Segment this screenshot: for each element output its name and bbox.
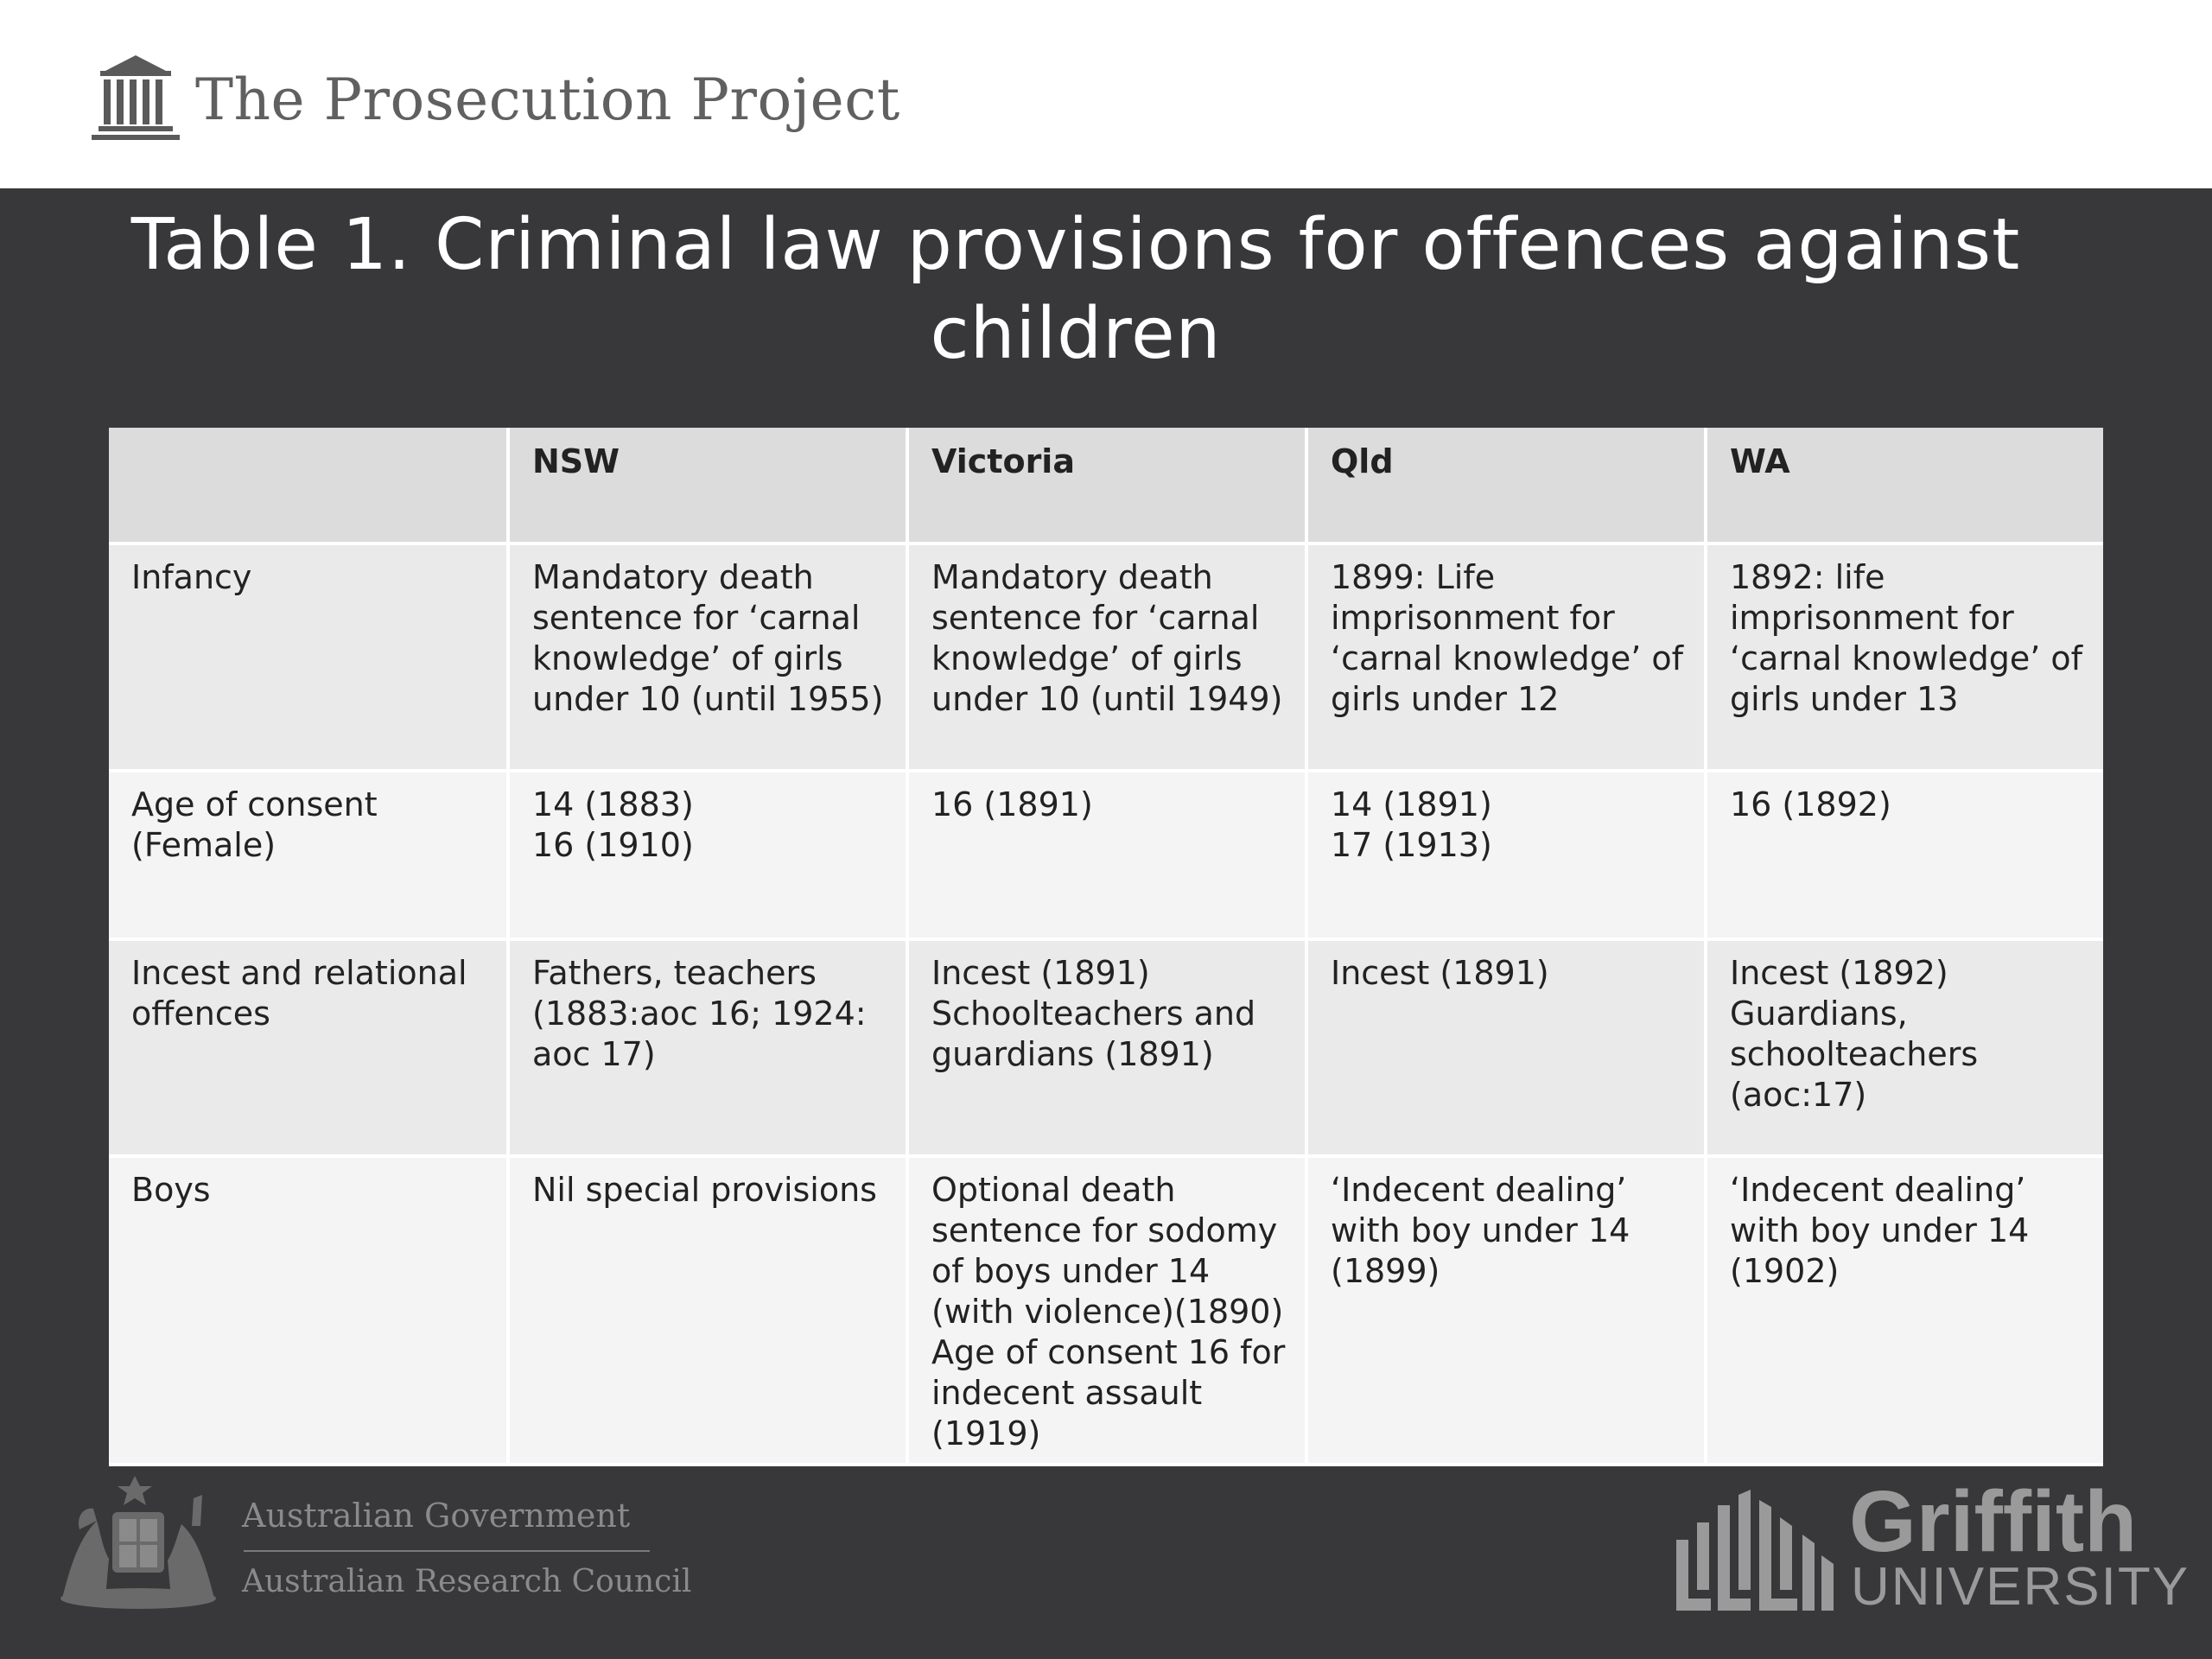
cell-text: indecent assault [931,1374,1203,1412]
cell-text: Incest (1891) [931,954,1150,992]
table-header-row [109,428,2103,543]
column-header: NSW [508,428,907,543]
column-header: WA [1706,428,2103,543]
cell-text: sentence for sodomy [931,1211,1278,1249]
cell-text: with boy under 14 [1730,1211,2030,1249]
column-header: Victoria [907,428,1306,543]
cell-text: 16 (1892) [1730,785,1891,823]
table-cell [907,939,1306,1156]
courthouse-columns-icon [88,54,183,143]
cell-text: schoolteachers [1730,1035,1979,1073]
table-cell [1706,771,2103,939]
cell-text: offences [131,995,270,1033]
row-label [109,939,508,1156]
cell-text: 14 (1883) [532,785,694,823]
table-cell [1706,543,2103,771]
cell-text: Boys [131,1171,211,1209]
row-label [109,1156,508,1465]
cell-text: Guardians, [1730,995,1908,1033]
table-row [109,1156,2103,1465]
cell-text: under 10 (until 1949) [931,680,1283,718]
cell-text: Fathers, teachers [532,954,817,992]
griffith-university-logo [1676,1473,2190,1617]
cell-text: knowledge’ of girls [931,639,1243,677]
cell-text: aoc 17) [532,1035,656,1073]
university-subtitle: UNIVERSITY [1851,1557,2190,1617]
table-row [109,939,2103,1156]
cell-text: (1899) [1331,1252,1440,1290]
cell-text: (aoc:17) [1730,1076,1867,1114]
cell-text: Infancy [131,558,252,596]
cell-text: Age of consent [131,785,378,823]
table-cell [907,543,1306,771]
table-cell [508,543,907,771]
cell-text: girls under 12 [1331,680,1560,718]
cell-text: (1919) [931,1414,1041,1452]
slide-title-line: children [930,293,1222,375]
cell-text: girls under 13 [1730,680,1959,718]
cell-text: 14 (1891) [1331,785,1492,823]
cell-text: under 10 (until 1955) [532,680,884,718]
cell-text: knowledge’ of girls [532,639,843,677]
cell-text: sentence for ‘carnal [931,599,1260,637]
provisions-table [109,428,2103,1466]
cell-text: Schoolteachers and [931,995,1256,1033]
cell-text: Incest (1891) [1331,954,1549,992]
coat-of-arms-icon [45,1469,233,1616]
table-cell [907,1156,1306,1465]
table-cell [1306,939,1706,1156]
cell-text: with boy under 14 [1331,1211,1630,1249]
slide-title [112,200,2039,378]
government-name: Australian Government [242,1497,631,1535]
cell-text: ‘carnal knowledge’ of [1730,639,2082,677]
table-cell [1706,939,2103,1156]
cell-text: 1892: life [1730,558,1885,596]
brand-title: The Prosecution Project [195,67,900,133]
cell-text: 17 (1913) [1331,826,1492,864]
divider [244,1550,650,1552]
university-name: Griffith [1849,1473,2138,1570]
cell-text: ‘Indecent dealing’ [1730,1171,2026,1209]
cell-text: Mandatory death [532,558,814,596]
table-row [109,543,2103,771]
australian-government-logo [45,1469,692,1616]
cell-text: Nil special provisions [532,1171,877,1209]
cell-text: 1899: Life [1331,558,1496,596]
table-cell [1706,1156,2103,1465]
cell-text: Mandatory death [931,558,1213,596]
column-header: Qld [1306,428,1706,543]
table-cell [1306,771,1706,939]
cell-text: 16 (1910) [532,826,694,864]
griffith-flame-icon [1676,1488,1839,1614]
table-cell [508,1156,907,1465]
cell-text: Age of consent 16 for [931,1333,1286,1371]
cell-text: Optional death [931,1171,1176,1209]
row-label [109,543,508,771]
council-name: Australian Research Council [242,1564,692,1599]
cell-text: of boys under 14 [931,1252,1211,1290]
table-cell [1306,1156,1706,1465]
table-row [109,771,2103,939]
table-cell [907,771,1306,939]
cell-text: (with violence)(1890) [931,1293,1284,1331]
cell-text: sentence for ‘carnal [532,599,861,637]
cell-text: guardians (1891) [931,1035,1214,1073]
cell-text: Incest and relational [131,954,467,992]
table-cell [1306,543,1706,771]
column-header [109,428,508,543]
cell-text: (1883:aoc 16; 1924: [532,995,867,1033]
cell-text: 16 (1891) [931,785,1093,823]
header-bar [0,0,2212,188]
cell-text: Incest (1892) [1730,954,1948,992]
cell-text: imprisonment for [1331,599,1615,637]
row-label [109,771,508,939]
cell-text: (1902) [1730,1252,1840,1290]
table-cell [508,939,907,1156]
slide-title-line: Table 1. Criminal law provisions for offences against [130,204,2021,286]
cell-text: ‘Indecent dealing’ [1331,1171,1627,1209]
table-cell [508,771,907,939]
cell-text: (Female) [131,826,276,864]
cell-text: ‘carnal knowledge’ of [1331,639,1683,677]
cell-text: imprisonment for [1730,599,2014,637]
